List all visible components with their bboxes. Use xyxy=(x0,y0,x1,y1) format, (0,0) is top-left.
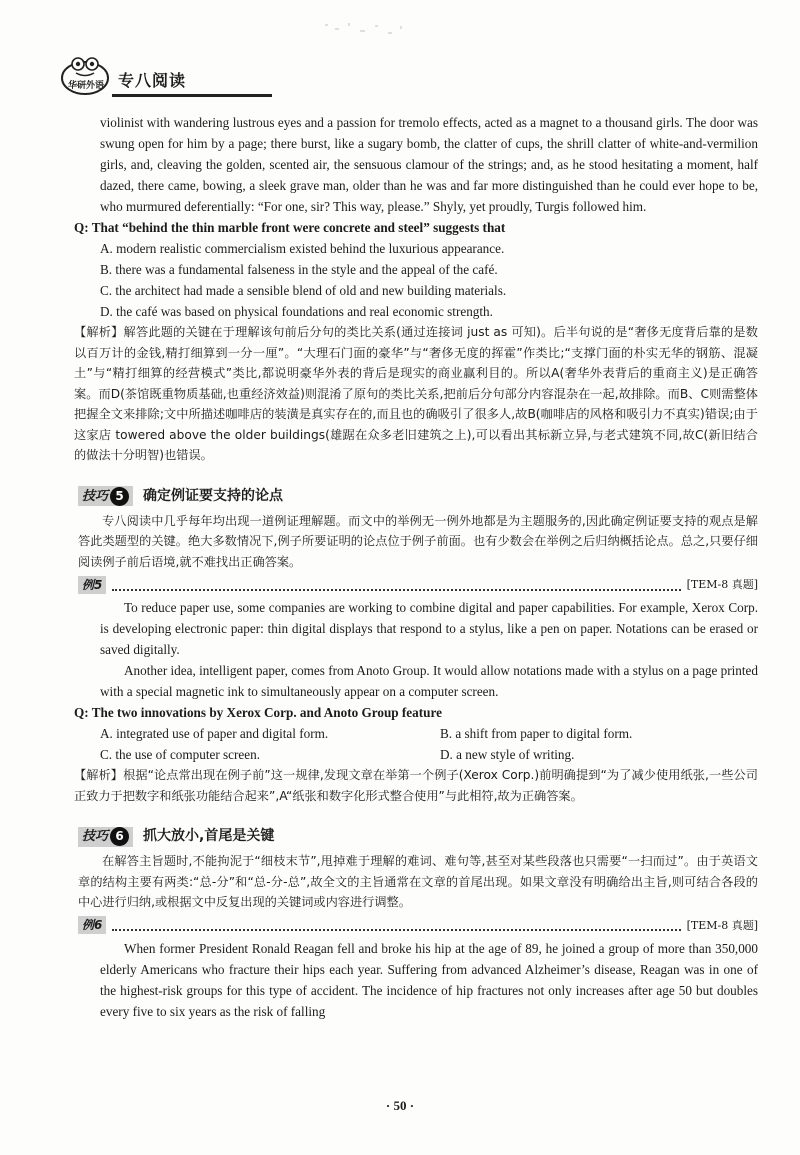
tip-5-number: 5 xyxy=(110,487,129,506)
tip-6-badge-label: 技巧 xyxy=(82,829,109,844)
page-header xyxy=(60,52,760,102)
dotted-leader xyxy=(112,579,680,591)
question-5: Q: The two innovations by Xerox Corp. and Anoto Group feature xyxy=(74,705,442,720)
example-5-paragraph-1: To reduce paper use, some companies are working to combine digital and paper capabilities. For example, Xerox Corp. is developing electronic paper: thin digital displays that respond to a stylus, like a pen on paper. Notations can be erased or saved digitally. xyxy=(100,600,758,657)
question-5-options xyxy=(78,723,758,765)
scan-noise-mark xyxy=(320,20,410,40)
tip-6-body: 在解答主旨题时,不能拘泥于“细枝末节”,甩掉难于理解的难词、难句等,甚至对某些段落也只需要“一扫而过”。由于英语文章的结构主要有两类:“总-分”和“总-分-总”,故全文的主旨通常在文章的首尾出现。如果文章没有明确给出主旨,则可结合各段的中心进行归纳,或根据文中反复出现的关键词或内容进行调整。 xyxy=(78,854,758,909)
option-d: D. the café was based on physical foundations and real economic strength. xyxy=(100,304,493,319)
example-6-badge: 例6 xyxy=(78,916,106,934)
tip-6-title: 抓大放小,首尾是关键 xyxy=(143,828,275,844)
tip-5-body: 专八阅读中几乎每年均出现一道例证理解题。而文中的举例无一例外地都是为主题服务的,因此确定例证要支持的观点是解答此类题型的关键。绝大多数情况下,例子所要证明的论点位于例子前面。也有少数会在举例之后归纳概括论点。总之,只要仔细阅读例子前后语境,就不难找出正确答案。 xyxy=(78,513,758,569)
tip-5-title: 确定例证要支持的论点 xyxy=(143,487,284,504)
example-6-paragraph-1: When former President Ronald Reagan fell and broke his hip at the age of 89, he joined a group of more than 350,000 elderly Americans who fracture their hips each year. Suffering from advanced Alzheimer’s disease, Reagan was in one of the highest-risk groups for this type of accident. The incidence of hip fractures not only increases after age 50 but doubles every five to six years as the risk of falling xyxy=(100,940,758,1019)
example-5-heading xyxy=(78,574,758,595)
tip-6-number: 6 xyxy=(110,827,129,846)
section-title: 专八阅读 xyxy=(118,71,187,90)
tip-5-badge xyxy=(78,486,133,506)
question-1-options xyxy=(78,238,758,322)
tip-5-badge-label: 技巧 xyxy=(82,488,109,504)
option-d: D. a new style of writing. xyxy=(440,747,575,762)
logo-text: 华研外语 xyxy=(68,81,105,91)
example-6-heading xyxy=(78,915,758,936)
tip-6-heading xyxy=(78,826,758,847)
example-5-paragraph-2: Another idea, intelligent paper, comes from Anoto Group. It would allow notations made with a stylus on a page printed with a special magnetic ink to simultaneously appear on a computer screen. xyxy=(100,663,758,699)
page-number: · 50 · xyxy=(385,1098,415,1113)
tip-6-badge xyxy=(78,827,133,847)
example-5-source: [TEM-8 真题] xyxy=(686,578,758,591)
question-1: Q: That “behind the thin marble front were concrete and steel” suggests that xyxy=(74,220,506,235)
option-c: C. the use of computer screen. xyxy=(100,747,261,762)
example-5-badge: 例5 xyxy=(78,576,106,594)
main-content xyxy=(74,112,758,1022)
option-b: B. a shift from paper to digital form. xyxy=(440,726,633,741)
passage-paragraph: violinist with wandering lustrous eyes and a passion for tremolo effects, acted as a magnet to a thousand girls. The door was swung open for him by a page; there burst, like a sugary bomb, the clatter of cups, the shrill clatter of white-and-vermilion girls, and, cleaving the golden, scented air, the sensuous clamour of the strings; and, as he stood hesitating a moment, half dazed, there came, bowing, a sleek grave man, older than he was and far more distinguished than he could ever hope to be, who murmured deferentially: “For one, sir? This way, please.” Shyly, yet proudly, Turgis followed him. xyxy=(100,115,758,214)
tip-5-heading xyxy=(78,486,758,507)
option-b: B. there was a fundamental falseness in the style and the appeal of the café. xyxy=(100,262,498,277)
dotted-leader xyxy=(112,919,680,931)
example-6-source: [TEM-8 真题] xyxy=(686,918,758,932)
analysis-5: 【解析】根据“论点常出现在例子前”这一规律,发现文章在举第一个例子(Xerox Corp.)前明确提到“为了减少使用纸张,一些公司正致力于把数字和纸张功能结合起来”,A“纸张和数字化形式整合使用”与此相符,故为正确答案。 xyxy=(74,768,758,803)
option-c: C. the architect had made a sensible blend of old and new building materials. xyxy=(100,283,507,298)
header-rule xyxy=(112,94,272,97)
option-a: A. modern realistic commercialism existed behind the luxurious appearance. xyxy=(100,241,505,256)
option-a: A. integrated use of paper and digital form. xyxy=(100,726,329,741)
analysis-1: 【解析】解答此题的关键在于理解该句前后分句的类比关系(通过连接词 just as 可知)。后半句说的是“奢侈无度背后靠的是数以百万计的金钱,精打细算到一分一厘”。“大理石门面的豪华”与“奢侈无度的挥霍”作类比;“支撑门面的朴实无华的钢筋、混凝土”与“精打细算的经营模式”类比,都说明豪华外表的背后是现实的商业赢利目的。所以A(奢华外表背后的重商主义)是正确答案。而D(茶馆既重物质基础,也重经济效益)则混淆了原句的类比关系,把前后分句部分内容混杂在一起,故排除。而B、C则需整体把握全文来排除;文中所描述咖啡店的装潢是真实存在的,而且也的确吸引了很多人,故B(咖啡店的风格和吸引力不真实)错误;由于这家店 towered above the older buildings(雄踞在众多老旧建筑之上),可以看出其标新立异,与老式建筑不同,故C(新旧结合的做法十分明智)也错误。 xyxy=(74,325,758,462)
